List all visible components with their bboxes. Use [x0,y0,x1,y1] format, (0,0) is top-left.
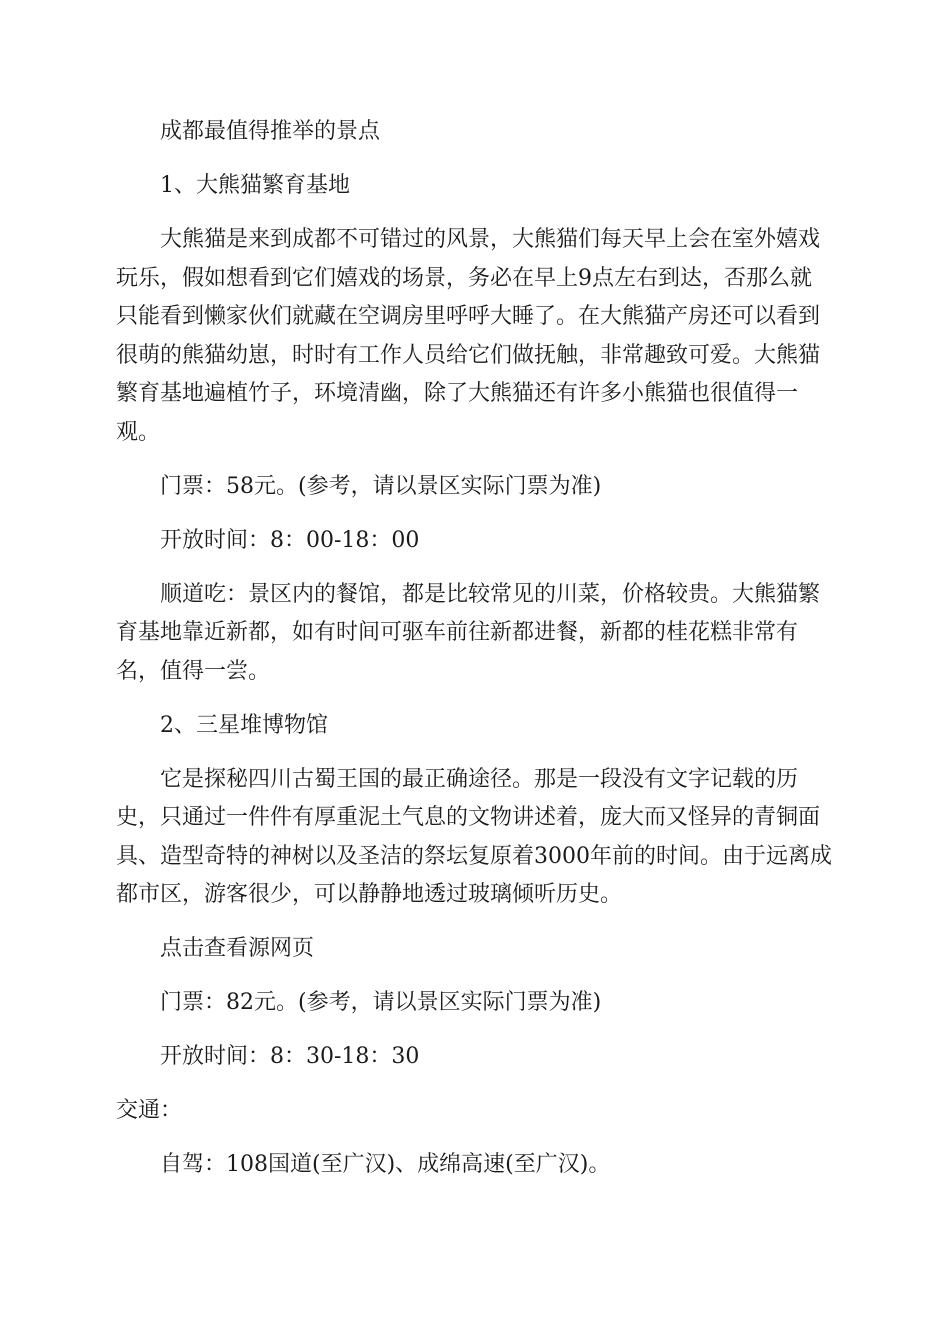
section2-ticket: 门票：82元。(参考，请以景区实际门票为准) [160,990,602,1015]
section2-hours: 开放时间：8：30-18：30 [160,1044,420,1069]
section1-hours: 开放时间：8：00-18：00 [160,527,420,553]
section1-food: 顺道吃：景区内的餐馆，都是比较常见的川菜，价格较贵。大熊猫繁育基地靠近新都，如有时间可驱车前往新都进餐，新都的桂花糕非常有名，值得一尝。 [116,581,821,684]
document-title: 成都最值得推举的景点 [160,119,381,144]
section1-ticket: 门票：58元。(参考，请以景区实际门票为准) [160,473,602,499]
section1-heading: 1、大熊猫繁育基地 [160,173,350,198]
source-link[interactable]: 点击查看源网页 [160,936,315,961]
section1-body: 大熊猫是来到成都不可错过的风景，大熊猫们每天早上会在室外嬉戏玩乐，假如想看到它们嬉戏的场景，务必在早上9点左右到达，否那么就只能看到懒家伙们就藏在空调房里呼呼大睡了。在大熊猫产房还可以看到很萌的熊猫幼崽，时时有工作人员给它们做抚触，非常趣致可爱。大熊猫繁育基地遍植竹子，环境清幽，除了大熊猫还有许多小熊猫也很值得一观。 [116,227,821,445]
transport-label: 交通： [116,1098,183,1123]
section2-body: 它是探秘四川古蜀王国的最正确途径。那是一段没有文字记载的历史，只通过一件件有厚重泥土气息的文物讲述着，庞大而又怪异的青铜面具、造型奇特的神树以及圣洁的祭坛复原着3000年前的时间。由于远离成都市区，游客很少，可以静静地透过玻璃倾听历史。 [116,766,832,907]
self-drive-info: 自驾：108国道(至广汉)、成绵高速(至广汉)。 [160,1152,611,1177]
section2-heading: 2、三星堆博物馆 [160,712,328,738]
